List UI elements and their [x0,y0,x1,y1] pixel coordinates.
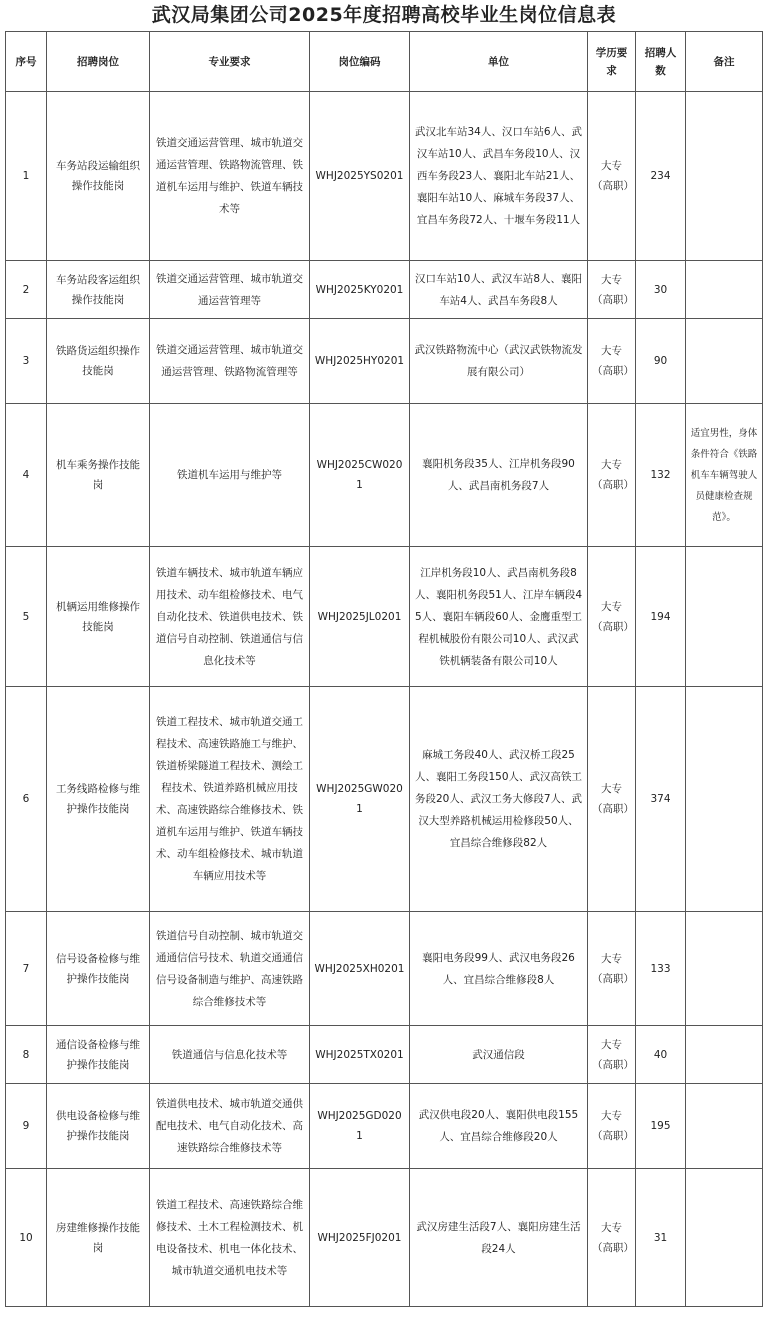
cell-unit: 汉口车站10人、武汉车站8人、襄阳车站4人、武昌车务段8人 [410,261,588,319]
cell-post: 信号设备检修与维护操作技能岗 [47,912,150,1026]
cell-major: 铁道通信与信息化技术等 [150,1026,310,1084]
cell-education: 大专（高职） [588,1169,636,1307]
cell-count: 132 [636,404,686,547]
table-row [6,687,763,912]
cell-no: 4 [6,404,47,547]
cell-count: 40 [636,1026,686,1084]
cell-education: 大专（高职） [588,261,636,319]
table-row [6,92,763,261]
cell-count: 31 [636,1169,686,1307]
cell-education: 大专（高职） [588,912,636,1026]
cell-post: 供电设备检修与维护操作技能岗 [47,1084,150,1169]
cell-code: WHJ2025HY0201 [310,319,410,404]
cell-note [686,547,763,687]
cell-count: 194 [636,547,686,687]
cell-major: 铁道机车运用与维护等 [150,404,310,547]
table-row [6,1026,763,1084]
cell-education: 大专（高职） [588,404,636,547]
table-row [6,547,763,687]
cell-post: 工务线路检修与维护操作技能岗 [47,687,150,912]
cell-note [686,92,763,261]
cell-major: 铁道交通运营管理、城市轨道交通运营管理、铁路物流管理等 [150,319,310,404]
cell-unit: 武汉供电段20人、襄阳供电段155人、宜昌综合维修段20人 [410,1084,588,1169]
cell-no: 6 [6,687,47,912]
cell-education: 大专（高职） [588,1026,636,1084]
cell-code: WHJ2025TX0201 [310,1026,410,1084]
cell-unit: 武汉铁路物流中心（武汉武铁物流发展有限公司） [410,319,588,404]
cell-education: 大专（高职） [588,319,636,404]
header-code: 岗位编码 [310,32,410,92]
cell-no: 5 [6,547,47,687]
cell-major: 铁道交通运营管理、城市轨道交通运营管理等 [150,261,310,319]
cell-code: WHJ2025GW0201 [310,687,410,912]
cell-count: 234 [636,92,686,261]
cell-note [686,1084,763,1169]
cell-unit: 麻城工务段40人、武汉桥工段25人、襄阳工务段150人、武汉高铁工务段20人、武汉工务大修段7人、武汉大型养路机械运用检修段50人、宜昌综合维修段82人 [410,687,588,912]
cell-count: 374 [636,687,686,912]
cell-note: 适宜男性，身体条件符合《铁路机车车辆驾驶人员健康检查规范》。 [686,404,763,547]
cell-major: 铁道交通运营管理、城市轨道交通运营管理、铁路物流管理、铁道机车运用与维护、铁道车辆技术等 [150,92,310,261]
header-note: 备注 [686,32,763,92]
cell-no: 3 [6,319,47,404]
cell-code: WHJ2025XH0201 [310,912,410,1026]
cell-post: 通信设备检修与维护操作技能岗 [47,1026,150,1084]
cell-education: 大专（高职） [588,1084,636,1169]
cell-unit: 武汉房建生活段7人、襄阳房建生活段24人 [410,1169,588,1307]
cell-note [686,912,763,1026]
cell-major: 铁道供电技术、城市轨道交通供配电技术、电气自动化技术、高速铁路综合维修技术等 [150,1084,310,1169]
cell-major: 铁道工程技术、城市轨道交通工程技术、高速铁路施工与维护、铁道桥梁隧道工程技术、测绘工程技术、铁道养路机械应用技术、高速铁路综合维修技术、铁道机车运用与维护、铁道车辆技术、动车组检修技术、城市轨道车辆应用技术等 [150,687,310,912]
cell-major: 铁道车辆技术、城市轨道车辆应用技术、动车组检修技术、电气自动化技术、铁道供电技术、铁道信号自动控制、铁道通信与信息化技术等 [150,547,310,687]
cell-no: 1 [6,92,47,261]
cell-count: 133 [636,912,686,1026]
header-education: 学历要求 [588,32,636,92]
cell-education: 大专（高职） [588,547,636,687]
cell-note [686,261,763,319]
table-row [6,319,763,404]
header-row [6,32,763,92]
cell-post: 机车乘务操作技能岗 [47,404,150,547]
cell-note [686,1026,763,1084]
cell-post: 铁路货运组织操作技能岗 [47,319,150,404]
recruitment-table [5,31,763,1307]
cell-code: WHJ2025CW0201 [310,404,410,547]
cell-code: WHJ2025FJ0201 [310,1169,410,1307]
header-post: 招聘岗位 [47,32,150,92]
cell-post: 车务站段运输组织操作技能岗 [47,92,150,261]
cell-note [686,319,763,404]
cell-post: 房建维修操作技能岗 [47,1169,150,1307]
cell-note [686,687,763,912]
header-no: 序号 [6,32,47,92]
header-unit: 单位 [410,32,588,92]
cell-post: 机辆运用维修操作技能岗 [47,547,150,687]
cell-education: 大专（高职） [588,687,636,912]
cell-no: 9 [6,1084,47,1169]
cell-code: WHJ2025KY0201 [310,261,410,319]
cell-no: 8 [6,1026,47,1084]
cell-unit: 襄阳电务段99人、武汉电务段26人、宜昌综合维修段8人 [410,912,588,1026]
cell-note [686,1169,763,1307]
cell-major: 铁道信号自动控制、城市轨道交通通信信号技术、轨道交通通信信号设备制造与维护、高速铁路综合维修技术等 [150,912,310,1026]
table-row [6,1169,763,1307]
header-major: 专业要求 [150,32,310,92]
cell-code: WHJ2025GD0201 [310,1084,410,1169]
page-title: 武汉局集团公司2025年度招聘高校毕业生岗位信息表 [151,4,617,26]
table-row [6,261,763,319]
table-row [6,1084,763,1169]
cell-unit: 武汉北车站34人、汉口车站6人、武汉车站10人、武昌车务段10人、汉西车务段23人、襄阳北车站21人、襄阳车站10人、麻城车务段37人、宜昌车务段72人、十堰车务段11人 [410,92,588,261]
table-row [6,404,763,547]
cell-count: 195 [636,1084,686,1169]
cell-no: 10 [6,1169,47,1307]
cell-no: 7 [6,912,47,1026]
cell-unit: 江岸机务段10人、武昌南机务段8人、襄阳机务段51人、江岸车辆段45人、襄阳车辆段60人、金鹰重型工程机械股份有限公司10人、武汉武铁机辆装备有限公司10人 [410,547,588,687]
cell-major: 铁道工程技术、高速铁路综合维修技术、土木工程检测技术、机电设备技术、机电一体化技术、城市轨道交通机电技术等 [150,1169,310,1307]
cell-unit: 襄阳机务段35人、江岸机务段90人、武昌南机务段7人 [410,404,588,547]
table-row [6,912,763,1026]
cell-count: 30 [636,261,686,319]
cell-no: 2 [6,261,47,319]
cell-code: WHJ2025JL0201 [310,547,410,687]
cell-post: 车务站段客运组织操作技能岗 [47,261,150,319]
header-count: 招聘人数 [636,32,686,92]
cell-code: WHJ2025YS0201 [310,92,410,261]
cell-count: 90 [636,319,686,404]
cell-education: 大专（高职） [588,92,636,261]
cell-unit: 武汉通信段 [410,1026,588,1084]
